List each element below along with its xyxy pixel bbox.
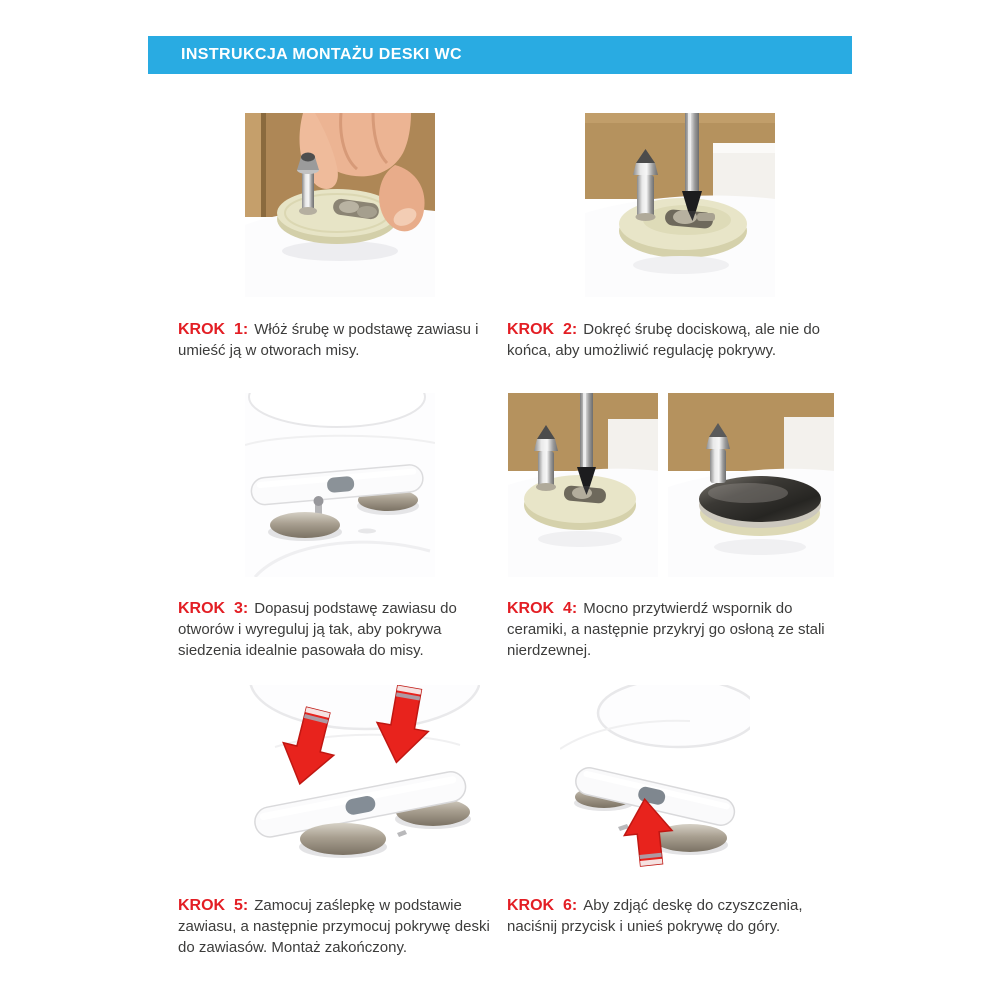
photo-hinge-bar-illustration	[245, 393, 435, 577]
step-3-photo	[245, 393, 435, 577]
photo-press-button-arrow-illustration	[560, 685, 750, 877]
photo-tightening-bracket-illustration	[508, 393, 658, 577]
step-5-photo	[245, 685, 480, 877]
step-5-text: Zamocuj zaślepkę w podstawie zawiasu, a następnie przymocuj pokrywę deski do zawiasów. Montaż zakończony.	[178, 897, 490, 956]
step-6-photo	[560, 685, 750, 877]
step-3-label: KROK 3:	[178, 600, 249, 617]
step-1-caption	[178, 319, 496, 361]
step-6-label: KROK 6:	[507, 897, 578, 914]
step-5-caption	[178, 895, 510, 958]
step-1-text: Włóż śrubę w podstawę zawiasu i umieść ją w otworach misy.	[178, 321, 479, 359]
step-4-label: KROK 4:	[507, 600, 578, 617]
step-4-photo-left	[508, 393, 658, 577]
header-bar	[148, 36, 852, 74]
step-4-photo-right	[668, 393, 834, 577]
step-3-text: Dopasuj podstawę zawiasu do otworów i wyreguluj ją tak, aby pokrywa siedzenia idealnie pasowała do misy.	[178, 600, 457, 659]
page-title: INSTRUKCJA MONTAŻU DESKI WC	[181, 46, 463, 63]
photo-stainless-cover-illustration	[668, 393, 834, 577]
step-2-text: Dokręć śrubę dociskową, ale nie do końca, aby umożliwić regulację pokrywy.	[507, 321, 821, 359]
step-3-caption	[178, 598, 496, 661]
step-5-label: KROK 5:	[178, 897, 249, 914]
photo-screwdriver-base-illustration	[585, 113, 775, 297]
photo-mount-seat-arrows-illustration	[245, 685, 480, 877]
step-6-caption	[507, 895, 843, 937]
step-1-label: KROK 1:	[178, 321, 249, 338]
step-2-photo	[585, 113, 775, 297]
step-4-caption	[507, 598, 839, 661]
step-1-photo	[245, 113, 435, 297]
step-6-text: Aby zdjąć deskę do czyszczenia, naciśnij przycisk i unieś pokrywę do góry.	[507, 897, 803, 935]
step-2-label: KROK 2:	[507, 321, 578, 338]
photo-hand-screw-base-illustration	[245, 113, 435, 297]
step-4-text: Mocno przytwierdź wspornik do ceramiki, a następnie przykryj go osłoną ze stali nierdzewnej.	[507, 600, 825, 659]
step-2-caption	[507, 319, 839, 361]
